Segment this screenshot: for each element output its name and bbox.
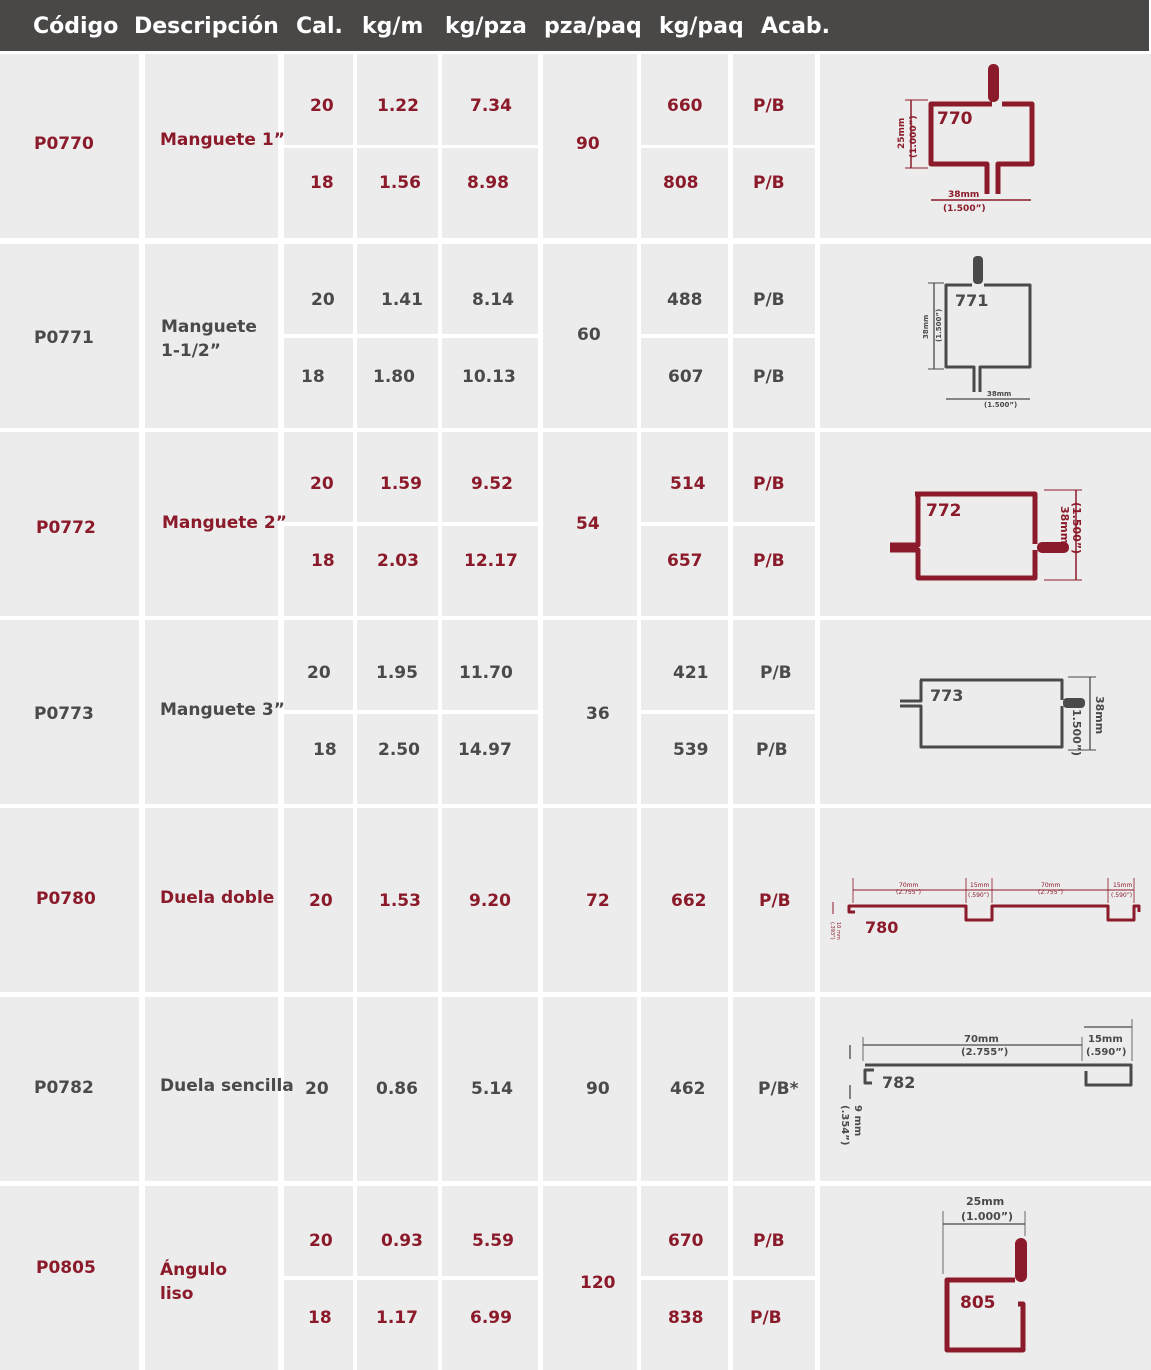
kg-paq-value: 657	[667, 551, 703, 571]
kg-m-value: 0.86	[376, 1079, 418, 1099]
kg-paq-value: 838	[668, 1308, 704, 1328]
kg-pza-value: 11.70	[459, 663, 513, 683]
product-description: Manguete 3”	[160, 700, 285, 720]
product-code: P0770	[34, 134, 94, 154]
product-code: P0773	[34, 704, 94, 724]
header-pza-paq: pza/paq	[544, 14, 642, 39]
dimension-label: 10 mm	[835, 922, 841, 940]
acab-value: P/B	[756, 740, 788, 760]
product-code: P0805	[36, 1258, 96, 1278]
profile-drawing-780	[820, 808, 1151, 992]
header-kg-m: kg/m	[362, 14, 424, 39]
dimension-label: (2.755”)	[896, 889, 921, 896]
header-acab: Acab.	[761, 14, 831, 39]
pza-paq-value: 54	[576, 514, 600, 534]
dimension-label: (1.000”)	[909, 115, 919, 158]
profile-drawing-770	[820, 54, 1151, 238]
table-header	[0, 0, 1149, 51]
product-code: P0771	[34, 328, 94, 348]
kg-pza-value: 12.17	[464, 551, 518, 571]
header-descripcion: Descripción	[134, 14, 279, 39]
kg-m-value: 2.50	[378, 740, 420, 760]
profile-drawing-772	[820, 432, 1151, 616]
product-description: Manguete 1”	[160, 130, 285, 150]
pza-paq-value: 90	[576, 134, 600, 154]
cal-value: 20	[309, 891, 333, 911]
kg-paq-value: 421	[673, 663, 709, 683]
kg-pza-value: 7.34	[470, 96, 512, 116]
kg-paq-value: 662	[671, 891, 707, 911]
cal-value: 20	[305, 1079, 329, 1099]
dimension-label: 25mm	[897, 117, 907, 149]
dimension-label: 38mm	[922, 314, 930, 339]
profile-label: 782	[882, 1073, 916, 1092]
acab-value: P/B	[753, 367, 785, 387]
kg-pza-value: 5.59	[472, 1231, 514, 1251]
kg-m-value: 1.53	[379, 891, 421, 911]
dimension-label: 15mm	[1113, 882, 1133, 889]
header-kg-pza: kg/pza	[445, 14, 527, 39]
acab-value: P/B	[753, 474, 785, 494]
kg-m-value: 1.59	[380, 474, 422, 494]
pza-paq-value: 60	[577, 325, 601, 345]
kg-pza-value: 14.97	[458, 740, 512, 760]
dimension-label: 38mm	[948, 190, 980, 200]
product-code: P0772	[36, 518, 96, 538]
dimension-label: (.354”)	[839, 1105, 850, 1146]
kg-pza-value: 9.20	[469, 891, 511, 911]
dimension-label: (.393”)	[829, 922, 835, 940]
dimension-label: 9 mm	[852, 1105, 863, 1137]
acab-value: P/B	[750, 1308, 782, 1328]
cal-value: 18	[310, 173, 334, 193]
kg-m-value: 0.93	[381, 1231, 423, 1251]
profile-drawing-773	[820, 620, 1151, 804]
cal-value: 20	[309, 1231, 333, 1251]
kg-paq-value: 462	[670, 1079, 706, 1099]
dimension-label: 25mm	[966, 1195, 1005, 1208]
acab-value: P/B*	[758, 1079, 799, 1099]
profile-label: 773	[930, 686, 964, 705]
profile-drawing-782	[820, 997, 1151, 1181]
kg-m-value: 1.22	[377, 96, 419, 116]
kg-paq-value: 808	[663, 173, 699, 193]
profile-drawing-805	[820, 1186, 1151, 1370]
product-description-line2: liso	[160, 1284, 194, 1304]
kg-paq-value: 514	[670, 474, 706, 494]
cal-value: 20	[310, 96, 334, 116]
dimension-label: 38mm	[987, 390, 1012, 398]
product-code: P0782	[34, 1078, 94, 1098]
acab-value: P/B	[753, 173, 785, 193]
dimension-label: (2.755”)	[961, 1047, 1009, 1058]
kg-m-value: 1.56	[379, 173, 421, 193]
dimension-label: (1.500”)	[935, 308, 943, 342]
acab-value: P/B	[760, 663, 792, 683]
acab-value: P/B	[753, 290, 785, 310]
acab-value: P/B	[753, 1231, 785, 1251]
kg-m-value: 1.80	[373, 367, 415, 387]
pza-paq-value: 90	[586, 1079, 610, 1099]
profile-label: 805	[960, 1293, 996, 1313]
dimension-label: (2.755”)	[1038, 889, 1063, 896]
cal-value: 18	[311, 551, 335, 571]
dimension-label: 38mm	[1058, 506, 1071, 545]
kg-m-value: 1.95	[376, 663, 418, 683]
dimension-label: (1.000”)	[961, 1210, 1014, 1223]
product-description-line2: 1-1/2”	[161, 341, 221, 361]
dimension-label: (.590”)	[968, 892, 990, 899]
cal-value: 18	[308, 1308, 332, 1328]
kg-paq-value: 488	[667, 290, 703, 310]
profile-label: 771	[955, 291, 989, 310]
product-code: P0780	[36, 889, 96, 909]
kg-pza-value: 9.52	[471, 474, 513, 494]
acab-value: P/B	[753, 551, 785, 571]
dimension-label: 70mm	[899, 882, 919, 889]
kg-m-value: 1.17	[376, 1308, 418, 1328]
kg-paq-value: 607	[668, 367, 704, 387]
product-description: Manguete 2”	[162, 513, 287, 533]
dimension-label: (1.500”)	[984, 401, 1018, 409]
kg-m-value: 2.03	[377, 551, 419, 571]
product-description: Duela sencilla	[160, 1076, 294, 1096]
header-codigo: Código	[33, 14, 119, 39]
acab-value: P/B	[759, 891, 791, 911]
product-description-line1: Manguete	[161, 317, 257, 337]
kg-paq-value: 539	[673, 740, 709, 760]
acab-value: P/B	[753, 96, 785, 116]
dimension-label: 15mm	[1088, 1034, 1123, 1045]
kg-pza-value: 6.99	[470, 1308, 512, 1328]
cal-value: 20	[311, 290, 335, 310]
kg-pza-value: 5.14	[471, 1079, 513, 1099]
product-description-line1: Ángulo	[160, 1260, 228, 1280]
dimension-label: 38mm	[1093, 696, 1106, 735]
profile-label: 772	[926, 501, 962, 521]
profile-drawing-771	[820, 244, 1151, 428]
profile-label: 770	[937, 109, 973, 129]
kg-m-value: 1.41	[381, 290, 423, 310]
dimension-label: 70mm	[1041, 882, 1061, 889]
kg-pza-value: 10.13	[462, 367, 516, 387]
dimension-label: 15mm	[970, 882, 990, 889]
cal-value: 18	[313, 740, 337, 760]
dimension-label: (.590”)	[1111, 892, 1133, 899]
kg-paq-value: 660	[667, 96, 703, 116]
dimension-label: 70mm	[964, 1034, 999, 1045]
profile-label: 780	[865, 918, 899, 937]
dimension-label: (1.500”)	[943, 204, 986, 214]
kg-paq-value: 670	[668, 1231, 704, 1251]
kg-pza-value: 8.14	[472, 290, 514, 310]
header-cal: Cal.	[296, 14, 343, 39]
kg-pza-value: 8.98	[467, 173, 509, 193]
dimension-label: (1.500”)	[1070, 502, 1083, 555]
product-description: Duela doble	[160, 888, 275, 908]
dimension-label: (.590”)	[1086, 1047, 1127, 1058]
cal-value: 20	[307, 663, 331, 683]
pza-paq-value: 120	[580, 1273, 616, 1293]
cal-value: 18	[301, 367, 325, 387]
pza-paq-value: 72	[586, 891, 610, 911]
dimension-label: (1.500”)	[1070, 704, 1083, 757]
header-kg-paq: kg/paq	[659, 14, 744, 39]
pza-paq-value: 36	[586, 704, 610, 724]
cal-value: 20	[310, 474, 334, 494]
